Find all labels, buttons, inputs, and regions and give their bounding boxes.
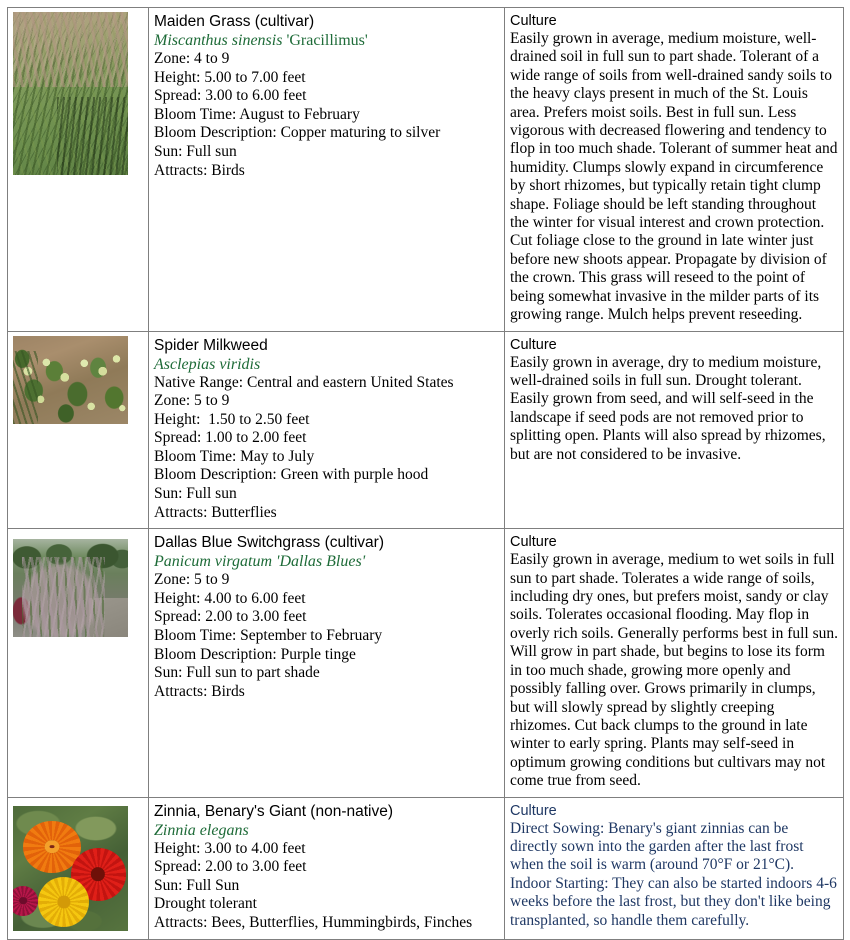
zinnia-benarys-giant-photo [13,806,128,931]
attribute-zone: Zone: 4 to 9 [154,50,230,67]
culture-heading: Culture [510,336,557,353]
common-name: Spider Milkweed [154,336,268,354]
botanical-name [154,821,499,840]
culture-cell [505,331,844,529]
plant-info-cell [149,8,505,332]
botanical-name-species: Zinnia elegans [154,821,249,839]
culture-heading: Culture [510,802,557,819]
botanical-name-species: Panicum virgatum 'Dallas Blues' [154,553,366,571]
botanical-name-species: Asclepias viridis [154,355,261,373]
attribute-sun: Sun: Full sun [154,142,237,160]
plant-photo-cell [8,8,149,332]
culture-text [510,30,838,325]
culture-cell [505,8,844,332]
attribute-spread: Spread: 2.00 to 3.00 feet [154,858,307,876]
culture-heading: Culture [510,13,557,29]
culture-cell [505,797,844,939]
grass-plume-layer [13,12,128,87]
attribute-sun: Sun: Full sun [154,485,237,503]
attribute-native-range: Native Range: Central and eastern United States [154,373,454,391]
culture-paragraph: Easily grown in average, medium to wet soils in full sun to part shade. Tolerates a wide range of soils, including dry ones, but prefers moist, sandy or clay soils. Tolerates occasional flooding. May flop in overly rich soils. Generally performs best in full sun. Will grow in part shade, but begins to lose its form in too much shade, growing more openly and possibly falling over. Grows primarily in clumps, but will slowly spread by slightly creeping rhizomes. Cut back clumps to the ground in late winter to early spring. Plants may self-seed in optimum growing conditions but cultivars may not come true from seed. [510,551,839,790]
attribute-bloom-time: Bloom Time: May to July [154,447,315,465]
botanical-name [154,355,499,374]
attribute-sun: Sun: Full sun to part shade [154,664,320,682]
dallas-blue-switchgrass-photo [13,539,128,637]
common-name: Dallas Blue Switchgrass (cultivar) [154,534,384,552]
attribute-height: Height: 1.50 to 2.50 feet [154,410,310,428]
plant-photo-cell [8,331,149,529]
switchgrass-clump-layer [22,557,105,637]
attribute-attracts: Attracts: Birds [154,161,245,179]
attribute-bloom-description: Bloom Description: Purple tinge [154,645,356,663]
attribute-sun: Sun: Full Sun [154,876,240,894]
plant-info-cell [149,797,505,939]
culture-cell [505,529,844,797]
milkweed-grass-layer [13,351,38,423]
plant-info-cell [149,529,505,797]
zinnia-yellow-bloom [38,877,89,927]
culture-text [510,354,838,464]
culture-paragraph: Easily grown in average, dry to medium moisture, well-drained soils in full sun. Drought tolerant. Easily grown from seed, and will self-seed in the landscape if seed pods are not removed prior to splitting open. Plants will also spread by rhizomes, but are not considered to be invasive. [510,353,826,463]
attribute-bloom-description: Bloom Description: Copper maturing to silver [154,124,441,142]
attribute-height: Height: 3.00 to 4.00 feet [154,839,306,857]
botanical-name-species: Miscanthus sinensis [154,32,287,49]
attribute-spread: Spread: 1.00 to 2.00 feet [154,429,307,447]
culture-paragraph: Direct Sowing: Benary's giant zinnias can be directly sown into the garden after the last frost when the soil is warm (around 70°F or 21°C). Indoor Starting: They can also be started indoors 4-6 weeks before the last frost, but they don't like being transplanted, so handle them carefully. [510,819,837,929]
attribute-height: Height: 4.00 to 6.00 feet [154,589,306,607]
plant-photo-cell [8,529,149,797]
grass-shadow-layer [57,97,128,175]
attribute-attracts: Attracts: Birds [154,682,245,700]
common-name: Maiden Grass (cultivar) [154,13,315,30]
attribute-height: Height: 5.00 to 7.00 feet [154,68,306,86]
culture-heading: Culture [510,534,557,551]
table-row [8,331,844,529]
culture-text [510,820,838,930]
attribute-bloom-description: Bloom Description: Green with purple hood [154,466,429,484]
attribute-attracts: Attracts: Bees, Butterflies, Hummingbirds, Finches [154,913,473,931]
culture-text [510,551,838,790]
attribute-zone: Zone: 5 to 9 [154,571,230,589]
attribute-drought-tolerance: Drought tolerant [154,895,257,913]
table-row [8,529,844,797]
table-row [8,8,844,332]
maiden-grass-photo [13,12,128,175]
attribute-bloom-time: Bloom Time: August to February [154,105,360,123]
spider-milkweed-photo [13,336,128,424]
attribute-spread: Spread: 2.00 to 3.00 feet [154,608,307,626]
plant-info-cell [149,331,505,529]
plant-photo-cell [8,797,149,939]
culture-paragraph: Easily grown in average, medium moisture, well-drained soil in full sun to part shade. Tolerant of a wide range of soils from well-drained sandy soils to the heavy clays present in much of the St. Louis area. Prefers moist soils. Best in full sun. Less vigorous with decreased flowering and tendency to flop in too much shade. Tolerant of summer heat and humidity. Clumps slowly expand in circumference by short rhizomes, but typically retain tight clump shape. Foliage should be left standing throughout the winter for visual interest and crown protection. Cut foliage close to the ground in late winter just before new shoots appear. Propagate by division of the crown. This grass will reseed to the point of being somewhat invasive in the milder parts of its growing range. Mulch helps prevent reseeding. [510,30,838,324]
botanical-name [154,31,499,50]
botanical-name [154,552,499,571]
table-row [8,797,844,939]
attribute-zone: Zone: 5 to 9 [154,392,230,410]
plant-table [7,7,844,940]
attribute-bloom-time: Bloom Time: September to February [154,627,383,645]
attribute-spread: Spread: 3.00 to 6.00 feet [154,87,307,105]
common-name: Zinnia, Benary's Giant (non-native) [154,802,394,820]
attribute-attracts: Attracts: Butterflies [154,503,277,521]
botanical-name-cultivar: 'Gracillimus' [286,32,368,49]
